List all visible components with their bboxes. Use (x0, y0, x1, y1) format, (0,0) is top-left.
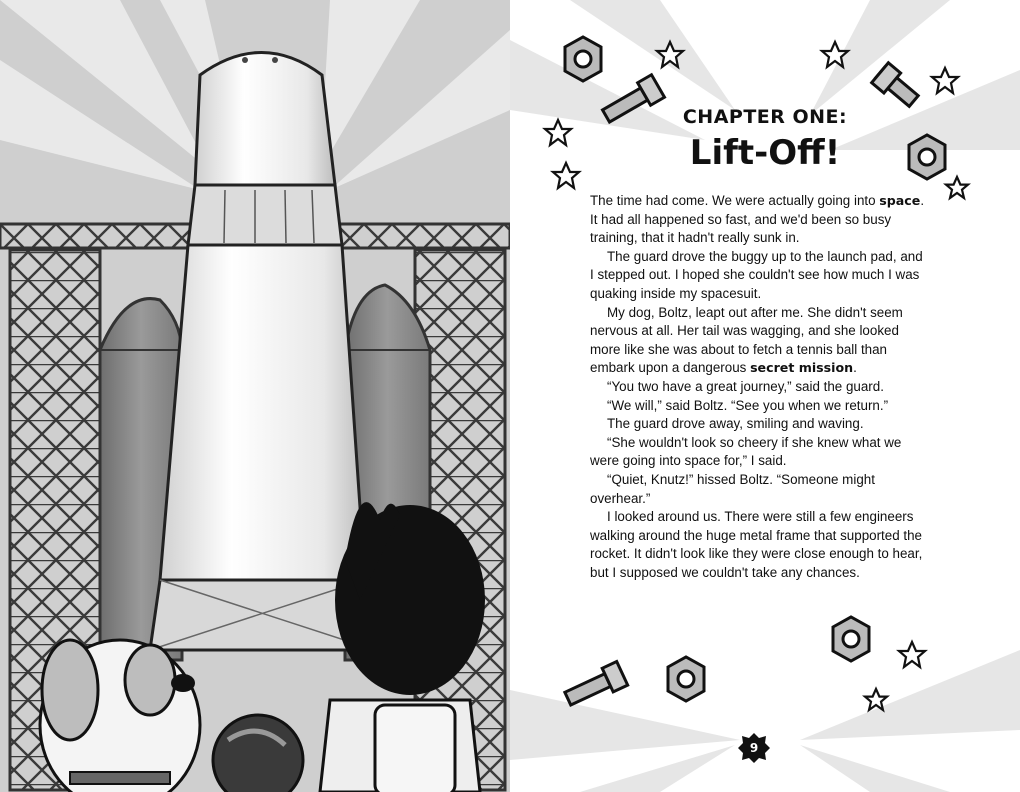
chapter-title: Lift-Off! (689, 133, 841, 173)
hex-nut-icon (833, 617, 869, 661)
text-page (510, 0, 1020, 792)
paragraph: I looked around us. There were still a few engineers walking around the huge metal frame that supported the rocket. It didn't look like they were close enough to hear, but I supposed we couldn't take any chances. (590, 509, 923, 580)
emphasized-word: secret mission (750, 360, 854, 376)
paragraph: The guard drove the buggy up to the launch pad, and I stepped out. I hoped she couldn't see how much I was quaking inside my spacesuit. (590, 248, 923, 301)
bolt-screw-icon (872, 63, 922, 111)
paragraph: “We will,” said Boltz. “See you when we return.” (607, 397, 889, 413)
star-icon (899, 642, 925, 667)
paragraph: “You two have a great journey,” said the guard. (607, 378, 884, 394)
chapter-body-text (590, 192, 925, 582)
paragraph: “Quiet, Knutz!” hissed Boltz. “Someone might overhear.” (590, 471, 875, 506)
paragraph: “She wouldn't look so cheery if she knew what we were going into space for,” I said. (590, 434, 902, 469)
hex-nut-icon (565, 37, 601, 81)
star-icon (932, 68, 958, 93)
paragraph: My dog, Boltz, leapt out after me. She didn't seem nervous at all. Her tail was wagging, and she looked more like she was about to fetch a tennis ball than embark upon a dangerous secret mission. (590, 304, 903, 376)
chapter-label: CHAPTER ONE: (682, 106, 848, 128)
paragraph: The guard drove away, smiling and waving. (607, 416, 864, 432)
dog-boltz (40, 640, 200, 792)
hex-nut-icon (668, 657, 704, 701)
star-icon (946, 177, 968, 198)
paragraph: The time had come. We were actually going into space. It had all happened so fast, and we'd been so busy training, that it hadn't really sunk in. (590, 193, 925, 246)
bolt-screw-icon (562, 662, 627, 711)
page-number: 9 (749, 741, 759, 755)
emphasized-word: space (879, 193, 921, 208)
